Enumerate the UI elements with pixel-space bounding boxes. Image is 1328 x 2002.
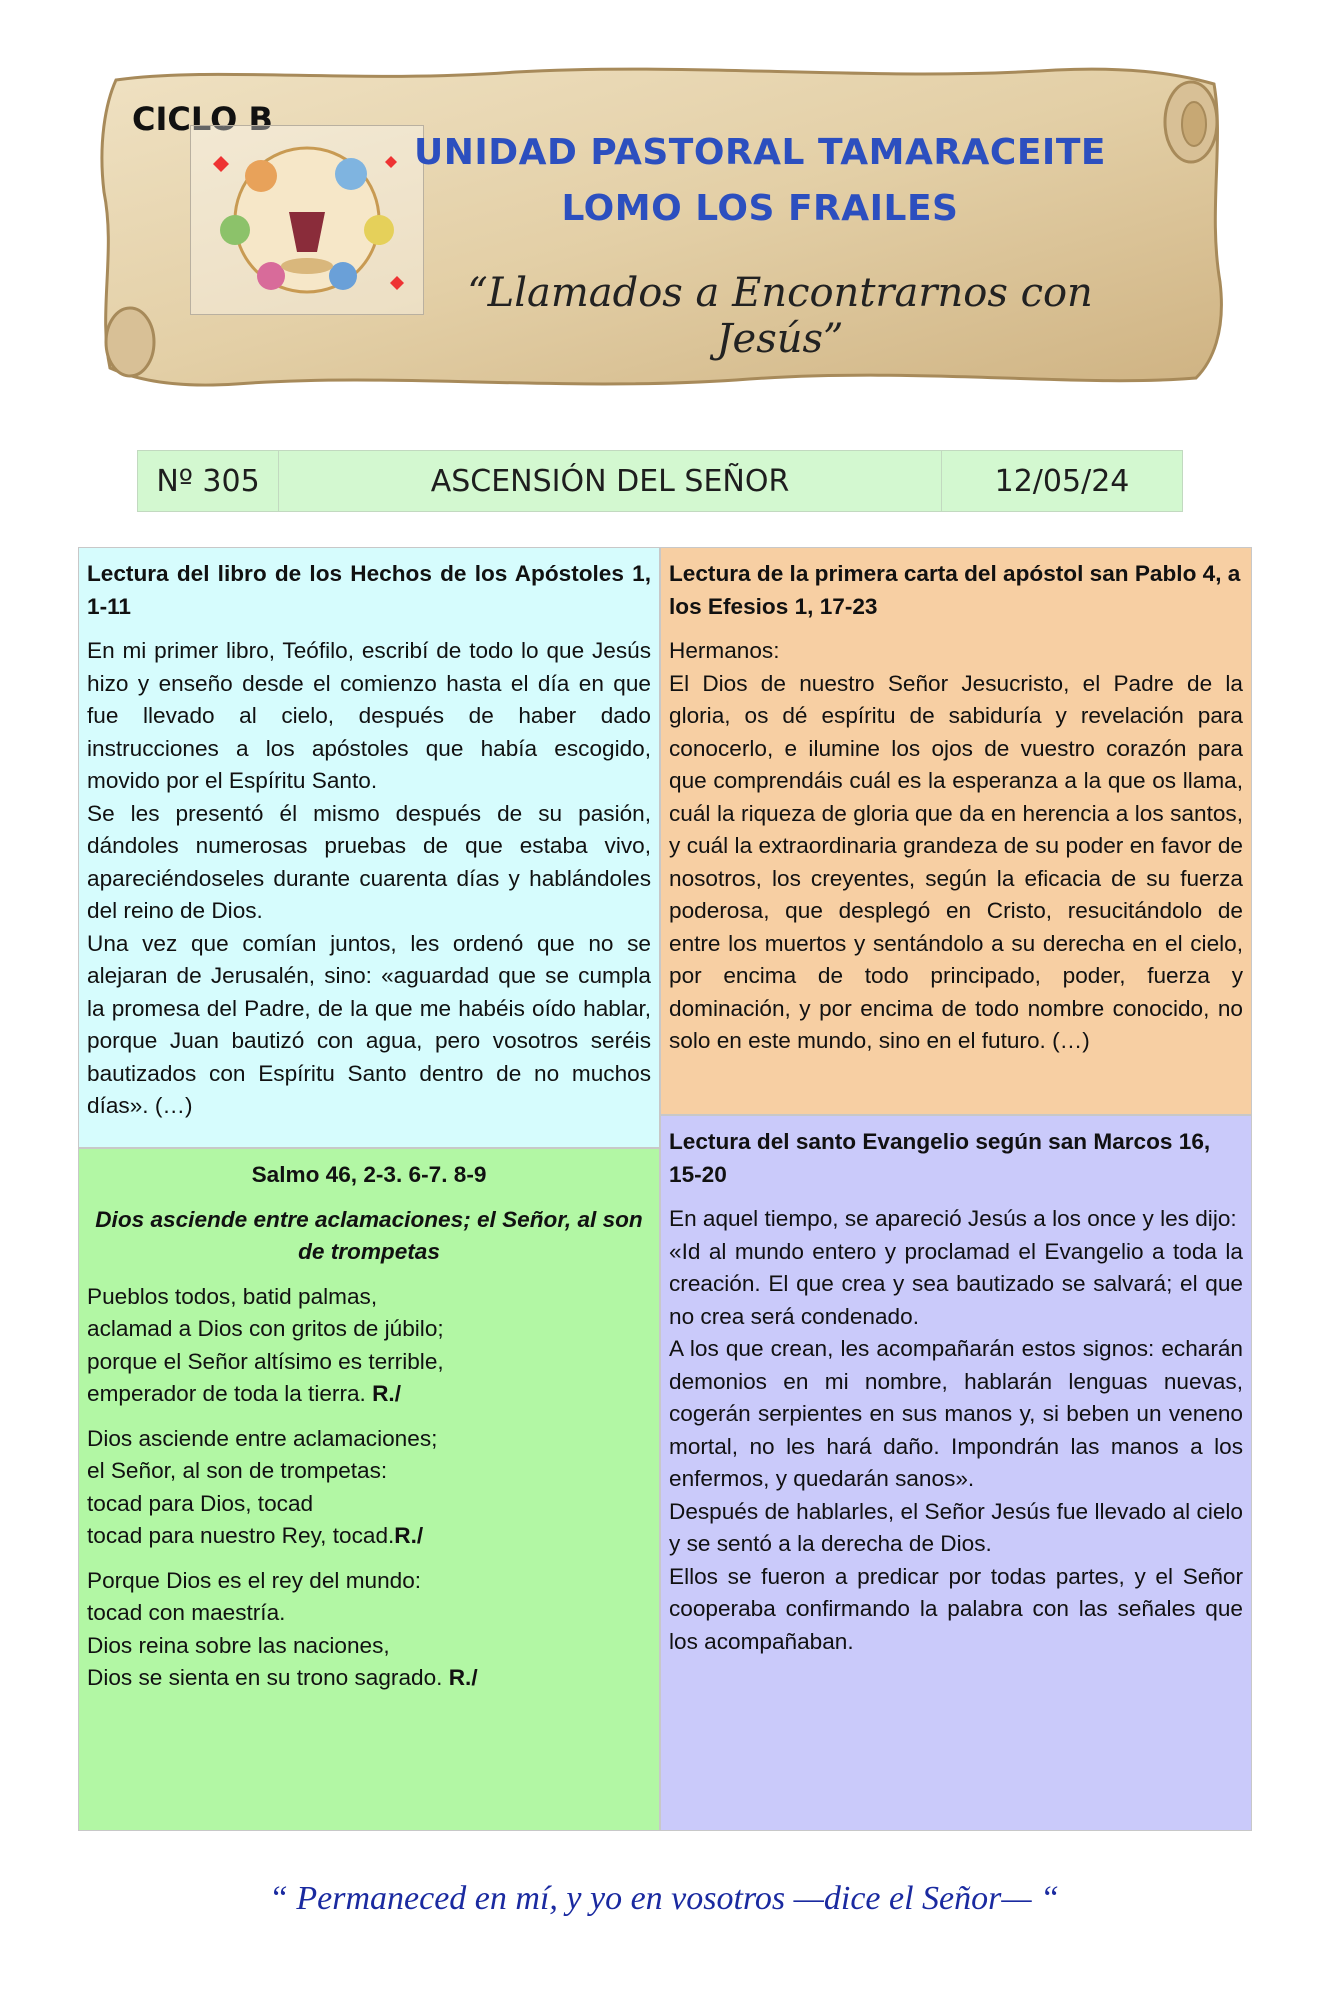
- response-marker: R./: [372, 1381, 401, 1406]
- second-reading-greeting: Hermanos:: [669, 638, 780, 663]
- psalm-line: tocad con maestría.: [87, 1600, 286, 1625]
- bulletin-date: 12/05/24: [994, 463, 1130, 499]
- psalm: [78, 1148, 660, 1831]
- response-marker: R./: [394, 1523, 424, 1548]
- second-reading: [660, 547, 1252, 1115]
- psalm-response: Dios asciende entre aclamaciones; el Señor, al son de trompetas: [95, 1206, 643, 1264]
- first-reading-p2: Se les presentó él mismo después de su pasión, dándoles numerosas pruebas de que estaba vivo, apareciéndoseles durante cuarenta días y hablándoles del reino de Dios.: [87, 800, 651, 923]
- gospel-p4: Después de hablarles, el Señor Jesús fue llevado al cielo y se sentó a la derecha de Dios.: [669, 1498, 1243, 1556]
- motto: “Llamados a Encontrarnos con Jesús”: [467, 270, 1093, 362]
- feast-title: ASCENSIÓN DEL SEÑOR: [279, 451, 942, 511]
- psalm-line: el Señor, al son de trompetas:: [87, 1458, 388, 1483]
- psalm-line: Porque Dios es el rey del mundo:: [87, 1567, 422, 1593]
- bulletin-number: Nº 305: [138, 451, 279, 511]
- psalm-stanza-3: [87, 1565, 651, 1695]
- org-title-line2: LOMO LOS FRAILES: [561, 188, 959, 229]
- second-reading-body: El Dios de nuestro Señor Jesucristo, el Padre de la gloria, os dé espíritu de sabiduría y revelación para conocerlo, e ilumine los ojos de vuestro corazón para que comprendáis cuál es la esperanza a la que os llama, cuál la riqueza de gloria que da en herencia a los santos, y cuál la extraordinaria grandeza de su poder en favor de nosotros, los creyentes, según la eficacia de su fuerza poderosa, que desplegó en Cristo, resucitándolo de entre los muertos y sentándolo a su derecha en el cielo, por encima de todo principado, poder, fuerza y dominación, y por encima de todo nombre conocido, no solo en este mundo, sino en el futuro. (…): [669, 670, 1243, 1053]
- gospel-p5: Ellos se fueron a predicar por todas partes, y el Señor cooperaba confirmando la palabra con las señales que los acompañaban.: [669, 1563, 1243, 1654]
- psalm-line: tocad para nuestro Rey, tocad.: [87, 1523, 395, 1548]
- psalm-line: Pueblos todos, batid palmas,: [87, 1283, 378, 1309]
- psalm-stanza-2: [87, 1423, 651, 1553]
- gospel-p2: «Id al mundo entero y proclamad el Evangelio a toda la creación. El que crea y sea bautizado se salvará; el que no crea será condenado.: [669, 1238, 1243, 1329]
- first-reading-p3: Una vez que comían juntos, les ordenó que no se alejaran de Jerusalén, sino: «aguardad que se cumpla la promesa del Padre, de la que me habéis oído hablar, porque Juan bautizó con agua, pero vosotros seréis bautizados con Espíritu Santo dentro de no muchos días». (…): [87, 930, 651, 1118]
- psalm-stanza-1: [87, 1281, 651, 1411]
- gospel: [660, 1115, 1252, 1831]
- second-reading-title: Lectura de la primera carta del apóstol san Pablo 4, a los Efesios 1, 17-23: [669, 561, 1241, 619]
- gospel-p1: En aquel tiempo, se apareció Jesús a los once y les dijo:: [669, 1206, 1237, 1231]
- response-marker: R./: [448, 1665, 478, 1690]
- first-reading-p1: En mi primer libro, Teófilo, escribí de todo lo que Jesús hizo y enseño desde el comienzo hasta el día en que fue llevado al cielo, después de haber dado instrucciones a los apóstoles que había escogido, movido por el Espíritu Santo.: [87, 638, 651, 793]
- bulletin-header: [137, 450, 1183, 512]
- psalm-line: tocad para Dios, tocad: [87, 1490, 314, 1516]
- psalm-line: aclamad a Dios con gritos de júbilo;: [87, 1316, 444, 1341]
- first-reading-title: Lectura del libro de los Hechos de los Apóstoles 1, 1-11: [87, 561, 651, 619]
- gospel-title: Lectura del santo Evangelio según san Marcos 16, 15-20: [669, 1129, 1211, 1187]
- people-circle-icon: [191, 126, 423, 314]
- psalm-line: emperador de toda la tierra.: [87, 1381, 373, 1406]
- gospel-p3: A los que crean, les acompañarán estos signos: echarán demonios en mi nombre, hablarán lenguas nuevas, cogerán serpientes en sus manos y, si beben un veneno mortal, no les hará daño. Impondrán las manos a los enfermos, y quedarán sanos».: [669, 1336, 1243, 1491]
- psalm-line: Dios reina sobre las naciones,: [87, 1632, 390, 1658]
- first-reading: [78, 547, 660, 1148]
- psalm-line: porque el Señor altísimo es terrible,: [87, 1348, 444, 1374]
- parish-logo: [190, 125, 424, 315]
- psalm-line: Dios se sienta en su trono sagrado.: [87, 1665, 449, 1690]
- ciclo-label: CICLO B: [132, 100, 273, 138]
- psalm-line: Dios asciende entre aclamaciones;: [87, 1425, 438, 1451]
- psalm-title: Salmo 46, 2-3. 6-7. 8-9: [251, 1162, 487, 1187]
- org-title-line1: UNIDAD PASTORAL TAMARACEITE: [414, 132, 1106, 173]
- footer-quote: “ Permaneced en mí, y yo en vosotros —dice el Señor— “: [268, 1880, 1060, 1917]
